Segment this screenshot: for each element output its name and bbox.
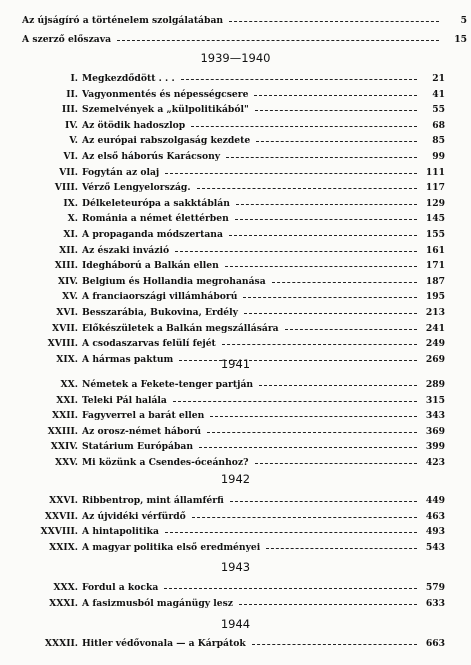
page-number: 145 <box>425 213 445 225</box>
entry-title: Mi közünk a Csendes-óceánhoz? <box>82 457 249 468</box>
dot-leader <box>210 416 417 417</box>
dot-leader <box>266 548 417 549</box>
chapter-number: XIX. <box>56 353 78 365</box>
entry-title: Besszarábia, Bukovina, Erdély <box>82 307 238 318</box>
chapter-entry <box>0 150 471 163</box>
page-number: 399 <box>425 441 445 453</box>
front-matter-entry <box>0 33 471 46</box>
chapter-entry <box>0 306 471 319</box>
chapter-entry <box>0 166 471 179</box>
entry-title: A magyar politika első eredményei <box>82 541 261 553</box>
year-heading: 1944 <box>220 617 251 631</box>
page-number: 129 <box>425 197 445 209</box>
chapter-number: X. <box>67 213 78 225</box>
dot-leader <box>239 604 417 605</box>
chapter-number: XVI. <box>56 307 78 318</box>
chapter-entry <box>0 337 471 350</box>
chapter-number: XXIX. <box>49 541 78 553</box>
page-number: 663 <box>425 638 445 649</box>
page-number: 249 <box>425 338 445 350</box>
dot-leader <box>229 21 439 22</box>
page-number: 85 <box>432 135 445 147</box>
dot-leader <box>164 588 417 589</box>
dot-leader <box>191 126 417 127</box>
dot-leader <box>255 110 417 111</box>
page-number: 41 <box>432 88 445 100</box>
chapter-entry <box>0 197 471 210</box>
dot-leader <box>117 40 439 41</box>
dot-leader <box>244 313 417 314</box>
entry-title: Az orosz-német háború <box>82 425 202 437</box>
year-heading: 1942 <box>220 472 251 486</box>
page-number: 633 <box>425 597 445 609</box>
entry-title: A szerző előszava <box>22 34 112 45</box>
chapter-number: XII. <box>59 244 78 256</box>
page-number: 195 <box>425 291 445 303</box>
dot-leader <box>173 401 417 402</box>
page-number: 55 <box>432 104 445 116</box>
dot-leader <box>165 532 417 533</box>
entry-title: Fogytán az olaj <box>82 166 160 178</box>
dot-leader <box>285 329 417 330</box>
page-number: 343 <box>425 410 445 422</box>
chapter-number: XI. <box>63 229 78 240</box>
chapter-number: XIV. <box>57 275 78 287</box>
chapter-number: III. <box>61 104 78 116</box>
chapter-number: XXII. <box>51 410 78 422</box>
chapter-number: XXXII. <box>44 638 78 649</box>
chapter-number: XXVI. <box>49 495 78 506</box>
chapter-entry <box>0 637 471 650</box>
page-number: 68 <box>432 119 445 131</box>
page-number: 171 <box>425 260 445 272</box>
chapter-entry <box>0 378 471 391</box>
year-heading: 1943 <box>220 560 251 574</box>
front-matter-entry <box>0 14 471 27</box>
chapter-entry <box>0 290 471 303</box>
entry-title: A franciaországi villámháború <box>82 291 238 303</box>
entry-title: A fasizmusból magánügy lesz <box>82 597 234 609</box>
dot-leader <box>255 463 417 464</box>
page-number: 463 <box>425 510 445 522</box>
page-number: 269 <box>425 353 445 365</box>
dot-leader <box>254 95 417 96</box>
page-number: 15 <box>454 34 467 45</box>
chapter-number: II. <box>66 88 78 100</box>
entry-title: Az északi invázió <box>82 244 170 256</box>
page-number: 155 <box>425 229 445 240</box>
entry-title: A hármas paktum <box>82 353 174 365</box>
entry-title: Délkeleteurópa a sakktáblán <box>82 197 230 209</box>
chapter-entry <box>0 409 471 422</box>
chapter-number: XXVII. <box>44 510 78 522</box>
entry-title: Előkészületek a Balkán megszállására <box>82 322 279 334</box>
chapter-entry <box>0 72 471 85</box>
chapter-entry <box>0 494 471 507</box>
chapter-number: VI. <box>63 151 78 162</box>
chapter-entry <box>0 440 471 453</box>
entry-title: Hitler védővonala — a Kárpátok <box>82 638 246 649</box>
chapter-entry <box>0 134 471 147</box>
page-number: 5 <box>460 15 467 26</box>
page-number: 21 <box>432 73 445 84</box>
chapter-number: XX. <box>60 379 78 390</box>
year-heading: 1941 <box>220 357 251 371</box>
page-number: 99 <box>432 151 445 162</box>
entry-title: Az európai rabszolgaság kezdete <box>82 135 251 147</box>
page-number: 493 <box>425 526 445 538</box>
chapter-entry <box>0 394 471 407</box>
entry-title: Vagyonmentés és népességcsere <box>82 88 249 100</box>
page-number: 111 <box>425 166 445 178</box>
chapter-entry <box>0 425 471 438</box>
chapter-entry <box>0 581 471 594</box>
page-number: 315 <box>425 394 445 406</box>
dot-leader <box>272 282 417 283</box>
chapter-entry <box>0 275 471 288</box>
chapter-entry <box>0 228 471 241</box>
chapter-entry <box>0 244 471 257</box>
chapter-entry <box>0 181 471 194</box>
chapter-entry <box>0 456 471 469</box>
chapter-number: VIII. <box>54 182 78 194</box>
chapter-number: XXX. <box>53 582 78 593</box>
page-number: 543 <box>425 541 445 553</box>
dot-leader <box>207 432 417 433</box>
chapter-number: VII. <box>59 166 78 178</box>
chapter-number: XIII. <box>54 260 78 272</box>
page-number: 369 <box>425 425 445 437</box>
page-number: 187 <box>425 275 445 287</box>
entry-title: Románia a német élettérben <box>82 213 229 225</box>
entry-title: Az újságíró a történelem szolgálatában <box>22 15 224 26</box>
dot-leader <box>226 157 417 158</box>
entry-title: Ribbentrop, mint államférfi <box>82 495 224 506</box>
chapter-entry <box>0 597 471 610</box>
chapter-number: XVII. <box>51 322 78 334</box>
dot-leader <box>192 517 417 518</box>
chapter-entry <box>0 525 471 538</box>
page-number: 289 <box>425 379 445 390</box>
chapter-number: IX. <box>63 197 78 209</box>
entry-title: Megkezdődött . . . <box>82 73 175 84</box>
chapter-entry <box>0 322 471 335</box>
entry-title: A propaganda módszertana <box>82 229 223 240</box>
chapter-number: I. <box>70 73 78 84</box>
entry-title: A hintapolitika <box>82 526 159 538</box>
dot-leader <box>225 266 417 267</box>
dot-leader <box>222 344 417 345</box>
chapter-entry <box>0 119 471 132</box>
chapter-number: XXVIII. <box>40 526 78 538</box>
dot-leader <box>235 219 417 220</box>
chapter-number: V. <box>69 135 78 147</box>
entry-title: Statárium Európában <box>82 441 194 453</box>
chapter-entry <box>0 259 471 272</box>
dot-leader <box>229 235 417 236</box>
page-number: 449 <box>425 495 445 506</box>
entry-title: Idegháború a Balkán ellen <box>82 260 219 272</box>
entry-title: Belgium és Hollandia megrohanása <box>82 275 266 287</box>
entry-title: Fordul a kocka <box>82 582 159 593</box>
entry-title: Fagyverrel a barát ellen <box>82 410 205 422</box>
dot-leader <box>256 141 417 142</box>
entry-title: Teleki Pál halála <box>82 394 167 406</box>
dot-leader <box>243 297 417 298</box>
chapter-number: XXV. <box>55 457 78 468</box>
chapter-entry <box>0 212 471 225</box>
chapter-number: XXI. <box>56 394 78 406</box>
page-number: 423 <box>425 457 445 468</box>
chapter-number: XV. <box>62 291 78 303</box>
dot-leader <box>181 79 417 80</box>
dot-leader <box>175 251 417 252</box>
page-number: 213 <box>425 307 445 318</box>
chapter-number: XXIV. <box>50 441 78 453</box>
chapter-entry <box>0 510 471 523</box>
entry-title: Szemelvények a „külpolitikából" <box>82 104 249 116</box>
dot-leader <box>252 644 417 645</box>
dot-leader <box>199 447 417 448</box>
chapter-number: XXXI. <box>49 597 78 609</box>
chapter-entry <box>0 103 471 116</box>
chapter-entry <box>0 541 471 554</box>
dot-leader <box>230 501 417 502</box>
entry-title: Vérző Lengyelország. <box>82 182 191 194</box>
chapter-number: XVIII. <box>47 338 78 350</box>
dot-leader <box>165 173 417 174</box>
entry-title: Az újvidéki vérfürdő <box>82 510 186 522</box>
dot-leader <box>236 204 417 205</box>
page-number: 117 <box>425 182 445 194</box>
entry-title: A csodaszarvas felülí fejét <box>82 338 216 350</box>
chapter-number: XXIII. <box>47 425 78 437</box>
entry-title: Az ötödik hadoszlop <box>82 119 186 131</box>
page-number: 241 <box>425 322 445 334</box>
chapter-entry <box>0 88 471 101</box>
page-number: 161 <box>425 244 445 256</box>
entry-title: Az első háborús Karácsony <box>82 151 221 162</box>
entry-title: Németek a Fekete-tenger partján <box>82 379 254 390</box>
dot-leader <box>197 188 417 189</box>
year-heading: 1939—1940 <box>200 51 271 65</box>
dot-leader <box>259 385 417 386</box>
page-number: 579 <box>425 582 445 593</box>
chapter-number: IV. <box>64 119 78 131</box>
